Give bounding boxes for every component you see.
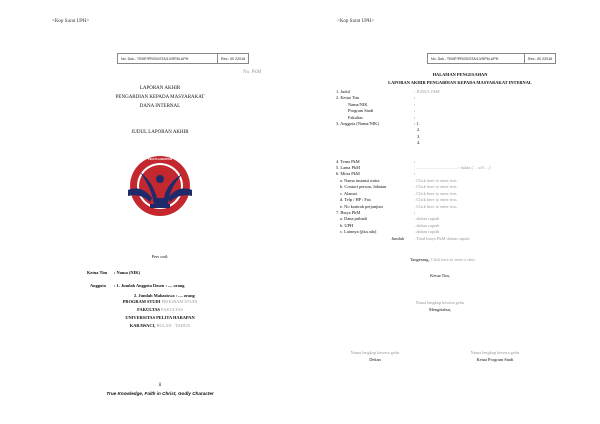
form-label: 3. Anggota (Nama/NIK) <box>336 121 379 127</box>
document-revision: Rev.: 00 22016 <box>217 54 248 63</box>
letterhead-placeholder: <Kop Surat UPH> <box>337 19 375 24</box>
form-value: : <box>414 108 416 114</box>
approval-page <box>300 0 600 424</box>
form-value: : JUDUL PkM <box>414 89 440 94</box>
document-info-box <box>117 53 249 64</box>
approval-form <box>336 89 490 242</box>
form-value[interactable]: : Click here to enter text. <box>414 197 458 203</box>
form-label <box>336 147 414 159</box>
dean-name-placeholder: Nama lengkap beserta gelar <box>350 350 400 355</box>
program-head-name-placeholder: Nama lengkap beserta gelar <box>470 350 520 355</box>
members-label: Anggota <box>90 283 106 288</box>
form-label: 4. Tema PkM <box>336 158 360 164</box>
members-students: 2. Jumlah Mahasiswa : .... orang <box>134 293 195 298</box>
form-label: a. Nama instansi mitra <box>340 177 380 183</box>
document-number: No. Dok.: TEMF/PROD/STA/13/SPM-UPH <box>121 56 189 61</box>
program-head-label: Ketua Program Studi <box>476 357 514 362</box>
form-value[interactable]: : Click here to enter text. <box>414 190 458 196</box>
form-value: : <box>414 95 416 101</box>
form-label: 1. Judul <box>336 89 350 94</box>
study-program-line <box>80 298 240 330</box>
document-number: No. Dok.: TEMF/PROD/STA/13/SPM-UPH <box>431 56 499 61</box>
logo-text: PELITA HARAPAN <box>147 157 173 161</box>
form-value: : <box>414 101 416 107</box>
pkm-number: No. PkM <box>243 70 262 75</box>
form-label: 2. Ketua Tim <box>336 95 360 101</box>
date-placeholder[interactable]: Click here to enter a date. <box>430 257 476 262</box>
approval-subheading: LAPORAN AKHIR PENGABDIAN KEPADA MASYARAKAT INTERNAL <box>388 80 532 85</box>
university-motto: True Knowledge, Faith in Christ, Godly Character <box>106 391 214 396</box>
form-value: : ......................................- bulan (… s/d …) <box>414 165 491 171</box>
form-label: e. No kontrak perjanjian <box>340 203 383 209</box>
form-value: : Total biaya PkM dalam rupiah <box>414 235 470 241</box>
form-value: : 1. <box>414 121 420 127</box>
form-label: c. Lainnya (jika ada) <box>340 229 377 235</box>
form-value: : <box>414 114 416 120</box>
form-value: : dalam rupiah <box>414 222 440 228</box>
form-value[interactable]: : Click here to enter text. <box>414 203 458 209</box>
form-value: 2. <box>417 127 421 133</box>
form-label: d. Telp / HP / Fax <box>340 197 371 203</box>
team-leader-label: Ketua Tim <box>87 270 108 275</box>
university-name: UNIVERSITAS PELITA HARAPAN <box>125 315 195 320</box>
dean-label: Dekan <box>369 357 381 362</box>
form-value: : <box>414 158 416 164</box>
form-label: b. UPH <box>340 222 354 228</box>
document-info-box <box>427 53 556 64</box>
report-heading <box>100 84 220 111</box>
letterhead-placeholder: <Kop Surat UPH> <box>52 19 90 24</box>
form-label: b. Contact person, Jabatan <box>340 184 387 190</box>
place-date-line <box>410 257 476 262</box>
page-number: ii <box>158 383 162 388</box>
members-lecturers: : 1. Jumlah Anggota Dosen : .... orang <box>114 283 185 288</box>
form-label: Fakultas <box>348 114 363 120</box>
form-value: : dalam rupiah <box>414 229 440 235</box>
form-value: : <box>414 171 416 177</box>
acknowledged-label: Mengetahui, <box>428 307 452 312</box>
team-leader-name-placeholder: Nama lengkap beserta gelar <box>415 300 465 305</box>
report-heading-line: PENGABDIAN KEPADA MASYARAKAT <box>115 95 205 100</box>
report-heading-line: LAPORAN AKHIR <box>139 86 181 91</box>
form-value: 3. <box>417 133 421 139</box>
date-placeholder: BULAN - TAHUN <box>156 323 191 328</box>
faculty-label: FAKULTAS <box>137 307 162 312</box>
report-title: JUDUL LAPORAN AKHIR <box>131 130 189 135</box>
report-heading-line: DANA INTERNAL <box>139 104 181 109</box>
form-label: Nama/NIK <box>348 101 368 107</box>
approval-heading: HALAMAN PENGESAHAN <box>432 72 488 77</box>
form-label: 6. Mitra PkM <box>336 171 360 177</box>
form-value: 4. <box>417 140 421 146</box>
city-label: KARAWACI, <box>129 323 157 328</box>
study-program-label: PROGRAM STUDI <box>122 299 162 304</box>
form-label: c. Alamat <box>340 190 357 196</box>
form-value: : <box>414 209 416 215</box>
place-label: Tangerang, <box>410 257 431 262</box>
study-program-placeholder: PROGRAM STUDI <box>161 299 198 304</box>
form-value: : dalam rupiah <box>414 216 440 222</box>
form-value[interactable]: : Click here to enter text. <box>414 177 458 183</box>
form-value[interactable]: : Click here to enter text. <box>414 184 458 190</box>
form-label: Program Studi <box>348 108 374 114</box>
form-label: a. Dana pribadi <box>340 216 367 222</box>
form-label: 5. Lama PkM <box>336 165 361 171</box>
form-label: 7. Biaya PkM <box>336 209 361 215</box>
personnel-label: Pers onil: <box>151 254 169 259</box>
document-revision: Rev.: 00 22016 <box>524 54 555 63</box>
faculty-placeholder: FAKULTAS <box>161 307 183 312</box>
form-label: Jumlah <box>391 235 404 241</box>
team-leader-value: : Nama (NIK) <box>114 270 141 275</box>
team-leader-signature-label: Ketua Tim, <box>430 273 450 278</box>
